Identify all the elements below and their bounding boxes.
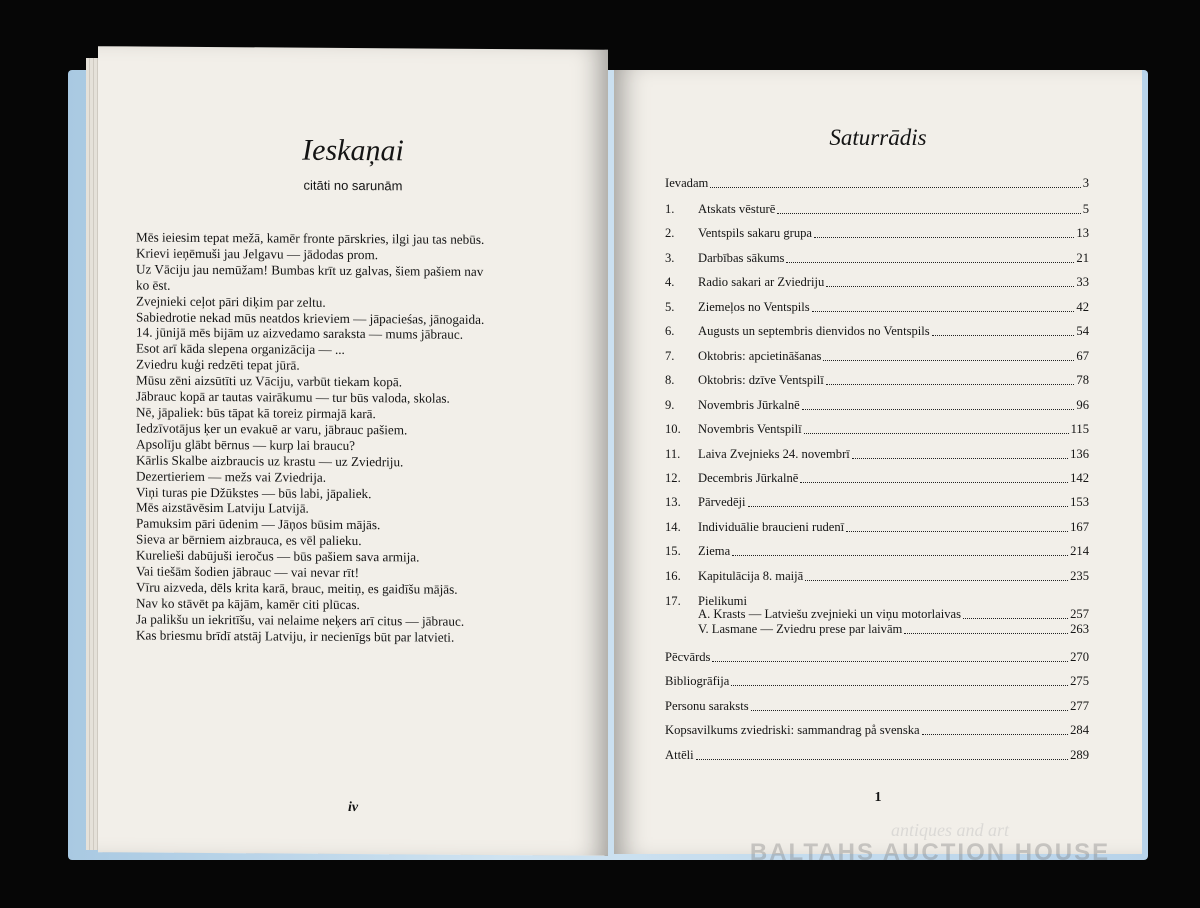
quote-line: Apsolīju glābt bērnus — kurp lai braucu? — [136, 436, 356, 453]
toc-leader-dots — [732, 555, 1068, 556]
quote-line: Kurelieši dabūjuši ieročus — būs pašiem sava armija. — [136, 547, 420, 565]
toc-entry-number: 9. — [665, 398, 675, 412]
toc-entry — [665, 723, 1089, 738]
quote-line: 14. jūnijā mēs bijām uz aizvedamo saraksta — mums jābrauc. — [136, 324, 464, 343]
toc-leader-dots — [963, 618, 1068, 619]
quote-line: Sieva ar bērniem aizbrauca, es vēl palieku. — [136, 531, 362, 549]
toc-entry-page: 289 — [1070, 748, 1089, 762]
toc-entry — [665, 748, 1089, 763]
quote-line: Mūsu zēni aizsūtīti uz Vāciju, varbūt tiekam kopā. — [136, 372, 403, 390]
quote-line: Zvejnieki ceļot pāri diķim par zeltu. — [136, 293, 326, 310]
toc-leader-dots — [804, 433, 1069, 434]
quote-line: Iedzīvotājus ķer un evakuē ar varu, jābrauc pašiem. — [136, 420, 408, 438]
toc-leader-dots — [932, 335, 1075, 336]
toc-entry-title: Oktobris: apcietināšanas — [698, 349, 822, 363]
toc-entry-page: 167 — [1070, 520, 1089, 534]
toc-entry-page: 54 — [1076, 324, 1089, 338]
toc-entry-page: 257 — [1070, 607, 1089, 621]
toc-leader-dots — [826, 286, 1074, 287]
toc-leader-dots — [748, 506, 1069, 507]
toc-entry-number: 4. — [665, 275, 675, 289]
toc-leader-dots — [852, 458, 1068, 459]
quote-line: ko ēst. — [136, 277, 171, 293]
toc-leader-dots — [786, 262, 1074, 263]
quote-line: Kas briesmu brīdī atstāj Latviju, ir necienīgs būt par latvieti. — [136, 627, 455, 645]
toc-entry-page: 13 — [1076, 226, 1089, 240]
toc-entry — [665, 300, 1089, 315]
toc-entry — [665, 398, 1089, 413]
toc-entry — [665, 447, 1089, 462]
toc-entry-number: 15. — [665, 544, 681, 558]
toc-entry-title: Personu saraksts — [665, 699, 749, 713]
toc-entry-number: 8. — [665, 373, 675, 387]
toc-leader-dots — [731, 685, 1068, 686]
toc-entry-title: Pēcvārds — [665, 650, 711, 664]
toc-entry-title: Darbības sākums — [698, 251, 785, 265]
quote-line: Vai tiešām šodien jābrauc — vai nevar rīt! — [136, 563, 360, 581]
toc-entry-page: 277 — [1070, 699, 1089, 713]
quote-line: Pamuksim pāri ūdenim — Jāņos būsim mājās. — [136, 515, 381, 533]
toc-leader-dots — [800, 482, 1068, 483]
toc-entry — [665, 699, 1089, 714]
toc-entry — [665, 176, 1089, 191]
left-page-subtitle: citāti no sarunām — [303, 177, 403, 194]
toc-entry-page: 78 — [1076, 373, 1089, 387]
toc-entry — [665, 544, 1089, 559]
toc-entry-page: 153 — [1070, 495, 1089, 509]
toc-entry-number: 6. — [665, 324, 675, 338]
toc-entry-title: Novembris Jūrkalnē — [698, 398, 800, 412]
toc-entry — [665, 650, 1089, 665]
toc-leader-dots — [812, 311, 1075, 312]
toc-leader-dots — [904, 633, 1068, 634]
quote-line: Dezertieriem — mežs vai Zviedrija. — [136, 468, 327, 485]
toc-entry — [665, 495, 1089, 510]
quote-line: Zviedru kuģi redzēti tepat jūrā. — [136, 356, 300, 373]
watermark-line2: BALTAHS AUCTION HOUSE — [749, 839, 1111, 866]
toc-entry-title: Kopsavilkums zviedriski: sammandrag på svenska — [665, 723, 920, 737]
quote-line: Uz Vāciju jau nemūžam! Bumbas krīt uz galvas, šiem pašiem nav — [136, 261, 484, 279]
toc-entry — [665, 275, 1089, 290]
toc-entry-page: 142 — [1070, 471, 1089, 485]
toc-entry-title: Laiva Zvejnieks 24. novembrī — [698, 447, 850, 461]
quote-line: Mēs ieiesim tepat mežā, kamēr fronte pārskries, ilgi jau tas nebūs. — [136, 229, 485, 247]
toc-entry — [665, 349, 1089, 364]
toc-entry-title: Ventspils sakaru grupa — [698, 226, 813, 240]
toc-entry-page: 275 — [1070, 674, 1089, 688]
toc-entry-title: Ievadam — [665, 176, 709, 190]
toc-leader-dots — [846, 531, 1068, 532]
quote-line: Esot arī kāda slepena organizācija — ... — [136, 340, 345, 358]
toc-entry-title: V. Lasmane — Zviedru prese par laivām — [698, 622, 903, 636]
toc-entry-title: Novembris Ventspilī — [698, 422, 802, 436]
toc-entry-number: 7. — [665, 349, 675, 363]
toc-entry-page: 5 — [1082, 202, 1089, 216]
toc-entry-number: 3. — [665, 251, 675, 265]
quote-line: Vīru aizveda, dēls krita karā, brauc, meitiņ, es gaidīšu mājās. — [136, 579, 458, 597]
toc-entry-title: Ziema — [698, 544, 731, 558]
quote-line: Sabiedrotie nekad mūs neatdos krieviem — jāpacieśas, jānogaida. — [136, 309, 485, 327]
toc-entry-number: 11. — [665, 447, 681, 461]
toc-entry-number: 16. — [665, 569, 681, 583]
toc-leader-dots — [922, 734, 1068, 735]
toc-leader-dots — [751, 710, 1069, 711]
toc-entry-page: 235 — [1070, 569, 1089, 583]
toc-entry-number: 12. — [665, 471, 681, 485]
quotes-list — [136, 229, 596, 646]
watermark-line1: antiques and art — [890, 820, 1009, 840]
toc-leader-dots — [777, 213, 1080, 214]
toc-entry-title: Ziemeļos no Ventspils — [698, 300, 810, 314]
right-page-number: 1 — [874, 790, 882, 805]
toc-leader-dots — [805, 580, 1068, 581]
quote-line: Viņi turas pie Džūkstes — būs labi, jāpaliek. — [136, 483, 372, 501]
toc-entry-title: Oktobris: dzīve Ventspilī — [698, 373, 824, 387]
toc-entry-page: 214 — [1070, 544, 1089, 558]
toc-entry-page: 42 — [1076, 300, 1089, 314]
quote-line: Ja palikšu un iekritīšu, vai nelaime neķers arī citus — jābrauc. — [136, 611, 465, 629]
quote-line: Jābrauc kopā ar tautas vairākumu — tur būs valoda, skolas. — [136, 388, 450, 406]
toc-leader-dots — [710, 187, 1080, 188]
toc-entry-number: 5. — [665, 300, 675, 314]
toc-entry-number: 10. — [665, 422, 681, 436]
toc-entry — [665, 569, 1089, 584]
toc-entry-title: Augusts un septembris dienvidos no Ventspils — [698, 324, 930, 338]
toc-leader-dots — [696, 759, 1068, 760]
toc-entry-title: Pielikumi — [698, 594, 747, 608]
toc-entry — [665, 226, 1089, 241]
toc-entry — [665, 422, 1089, 437]
quote-line: Nav ko stāvēt pa kājām, kamēr citi plūcas. — [136, 595, 360, 612]
left-page-title: Ieskaņai — [302, 133, 404, 168]
toc-entry-number: 13. — [665, 495, 681, 509]
toc-entry — [665, 471, 1089, 486]
toc-entry-title: Individuālie braucieni rudenī — [698, 520, 845, 534]
quote-line: Nē, jāpaliek: būs tāpat kā toreiz pirmajā karā. — [136, 404, 376, 422]
toc-entry — [665, 622, 1089, 637]
toc-title: Saturrādis — [829, 125, 927, 150]
toc-entry-page: 96 — [1076, 398, 1089, 412]
toc-entry-number: 1. — [665, 202, 675, 216]
toc-entry-title: Decembris Jūrkalnē — [698, 471, 799, 485]
toc-entry-page: 270 — [1070, 650, 1089, 664]
toc-entry-title: Pārvedēji — [698, 495, 746, 509]
left-page-number: iv — [347, 799, 359, 816]
toc-entry — [665, 202, 1089, 217]
toc-leader-dots — [823, 360, 1074, 361]
quote-line: Kārlis Skalbe aizbraucis uz krastu — uz Zviedriju. — [136, 452, 404, 470]
quote-line: Mēs aizstāvēsim Latviju Latvijā. — [136, 499, 309, 517]
toc-entry-title: Radio sakari ar Zviedriju — [698, 275, 825, 289]
toc-entry-number: 2. — [665, 226, 675, 240]
toc-entry-page: 263 — [1070, 622, 1089, 636]
left-page — [98, 46, 608, 856]
toc-leader-dots — [826, 384, 1075, 385]
right-page — [614, 70, 1142, 854]
toc-entry-page: 33 — [1076, 275, 1089, 289]
toc-leader-dots — [712, 661, 1068, 662]
toc-entry-number: 14. — [665, 520, 681, 534]
toc-entry-title: Atskats vēsturē — [698, 202, 776, 216]
toc-entry-page: 21 — [1076, 251, 1089, 265]
toc-entry-title: Bibliogrāfija — [665, 674, 730, 688]
toc-entry — [665, 373, 1089, 388]
toc-entry-page: 284 — [1070, 723, 1089, 737]
watermark — [720, 820, 1140, 867]
toc-entry — [665, 674, 1089, 689]
toc-entry-number: 17. — [665, 594, 681, 608]
toc-entry — [665, 324, 1089, 339]
toc-entry-page: 3 — [1082, 176, 1089, 190]
toc-entry-title: Attēli — [665, 748, 694, 762]
toc-entry-title: Kapitulācija 8. maijā — [698, 569, 804, 583]
toc-leader-dots — [802, 409, 1075, 410]
toc-entry-page: 67 — [1076, 349, 1089, 363]
toc-entry — [665, 520, 1089, 535]
toc-entry — [665, 251, 1089, 266]
toc-leader-dots — [814, 237, 1074, 238]
toc-entry-page: 115 — [1070, 422, 1089, 436]
toc-entry-title: A. Krasts — Latviešu zvejnieki un viņu motorlaivas — [698, 607, 962, 621]
toc-entry-page: 136 — [1070, 447, 1089, 461]
quote-line: Krievi ieņēmuši jau Jelgavu — jādodas prom. — [136, 245, 379, 263]
toc-entry — [665, 607, 1089, 622]
